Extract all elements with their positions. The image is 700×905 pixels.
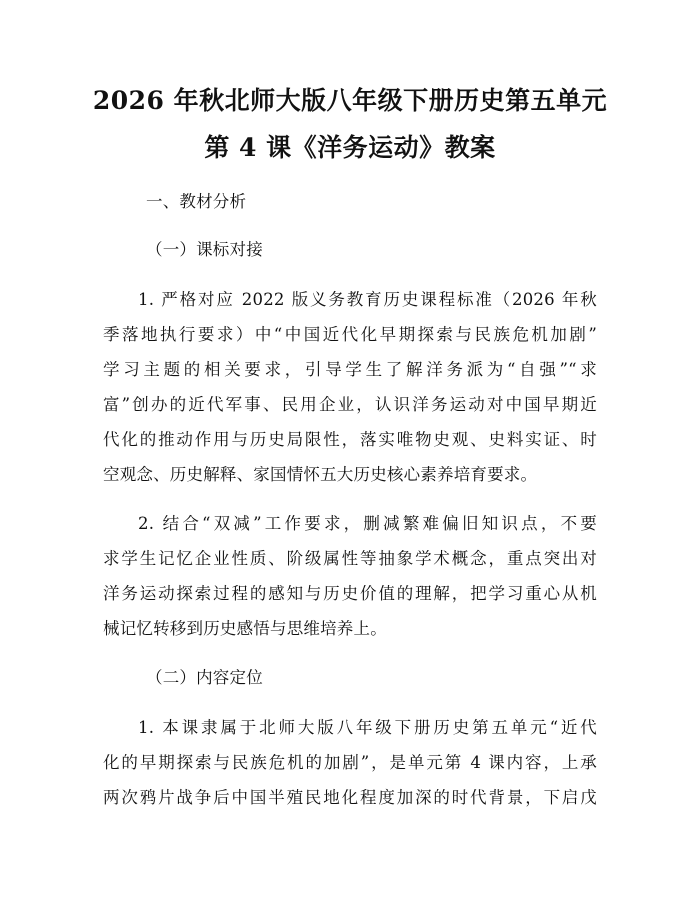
paragraph-1-line-2: 季落地执行要求）中“中国近代化早期探索与民族危机加剧” (103, 325, 597, 344)
section-heading-textbook-analysis: 一、教材分析 (146, 192, 247, 211)
subsection-heading-curriculum-standard: （一）课标对接 (146, 240, 263, 259)
paragraph-1-line-5: 代化的推动作用与历史局限性，落实唯物史观、史料实证、时 (103, 430, 597, 449)
paragraph-2-line-2: 求学生记忆企业性质、阶级属性等抽象学术概念，重点突出对 (103, 549, 597, 568)
paragraph-1-line-4: 富”创办的近代军事、民用企业，认识洋务运动对中国早期近 (103, 395, 597, 414)
paragraph-1-line-6: 空观念、历史解释、家国情怀五大历史核心素养培育要求。 (103, 465, 538, 484)
paragraph-1-line-1: 1. 严格对应 2022 版义务教育历史课程标准（2026 年秋 (138, 290, 597, 309)
document-title-line-2: 第 4 课《洋务运动》教案 (204, 133, 496, 162)
paragraph-3-line-2: 化的早期探索与民族危机的加剧”，是单元第 4 课内容，上承 (103, 753, 597, 772)
document-title-line-1: 2026 年秋北师大版八年级下册历史第五单元 (92, 86, 608, 115)
paragraph-1-line-3: 学习主题的相关要求，引导学生了解洋务派为“自强”“求 (103, 360, 597, 379)
paragraph-3-line-1: 1. 本课隶属于北师大版八年级下册历史第五单元“近代 (138, 718, 597, 737)
subsection-heading-content-positioning: （二）内容定位 (146, 668, 263, 687)
paragraph-2-line-1: 2. 结合“双减”工作要求，删减繁难偏旧知识点，不要 (138, 514, 597, 533)
paragraph-3-line-3: 两次鸦片战争后中国半殖民地化程度加深的时代背景，下启戊 (103, 788, 597, 807)
paragraph-2-line-3: 洋务运动探索过程的感知与历史价值的理解，把学习重心从机 (103, 584, 597, 603)
paragraph-2-line-4: 械记忆转移到历史感悟与思维培养上。 (103, 619, 387, 638)
